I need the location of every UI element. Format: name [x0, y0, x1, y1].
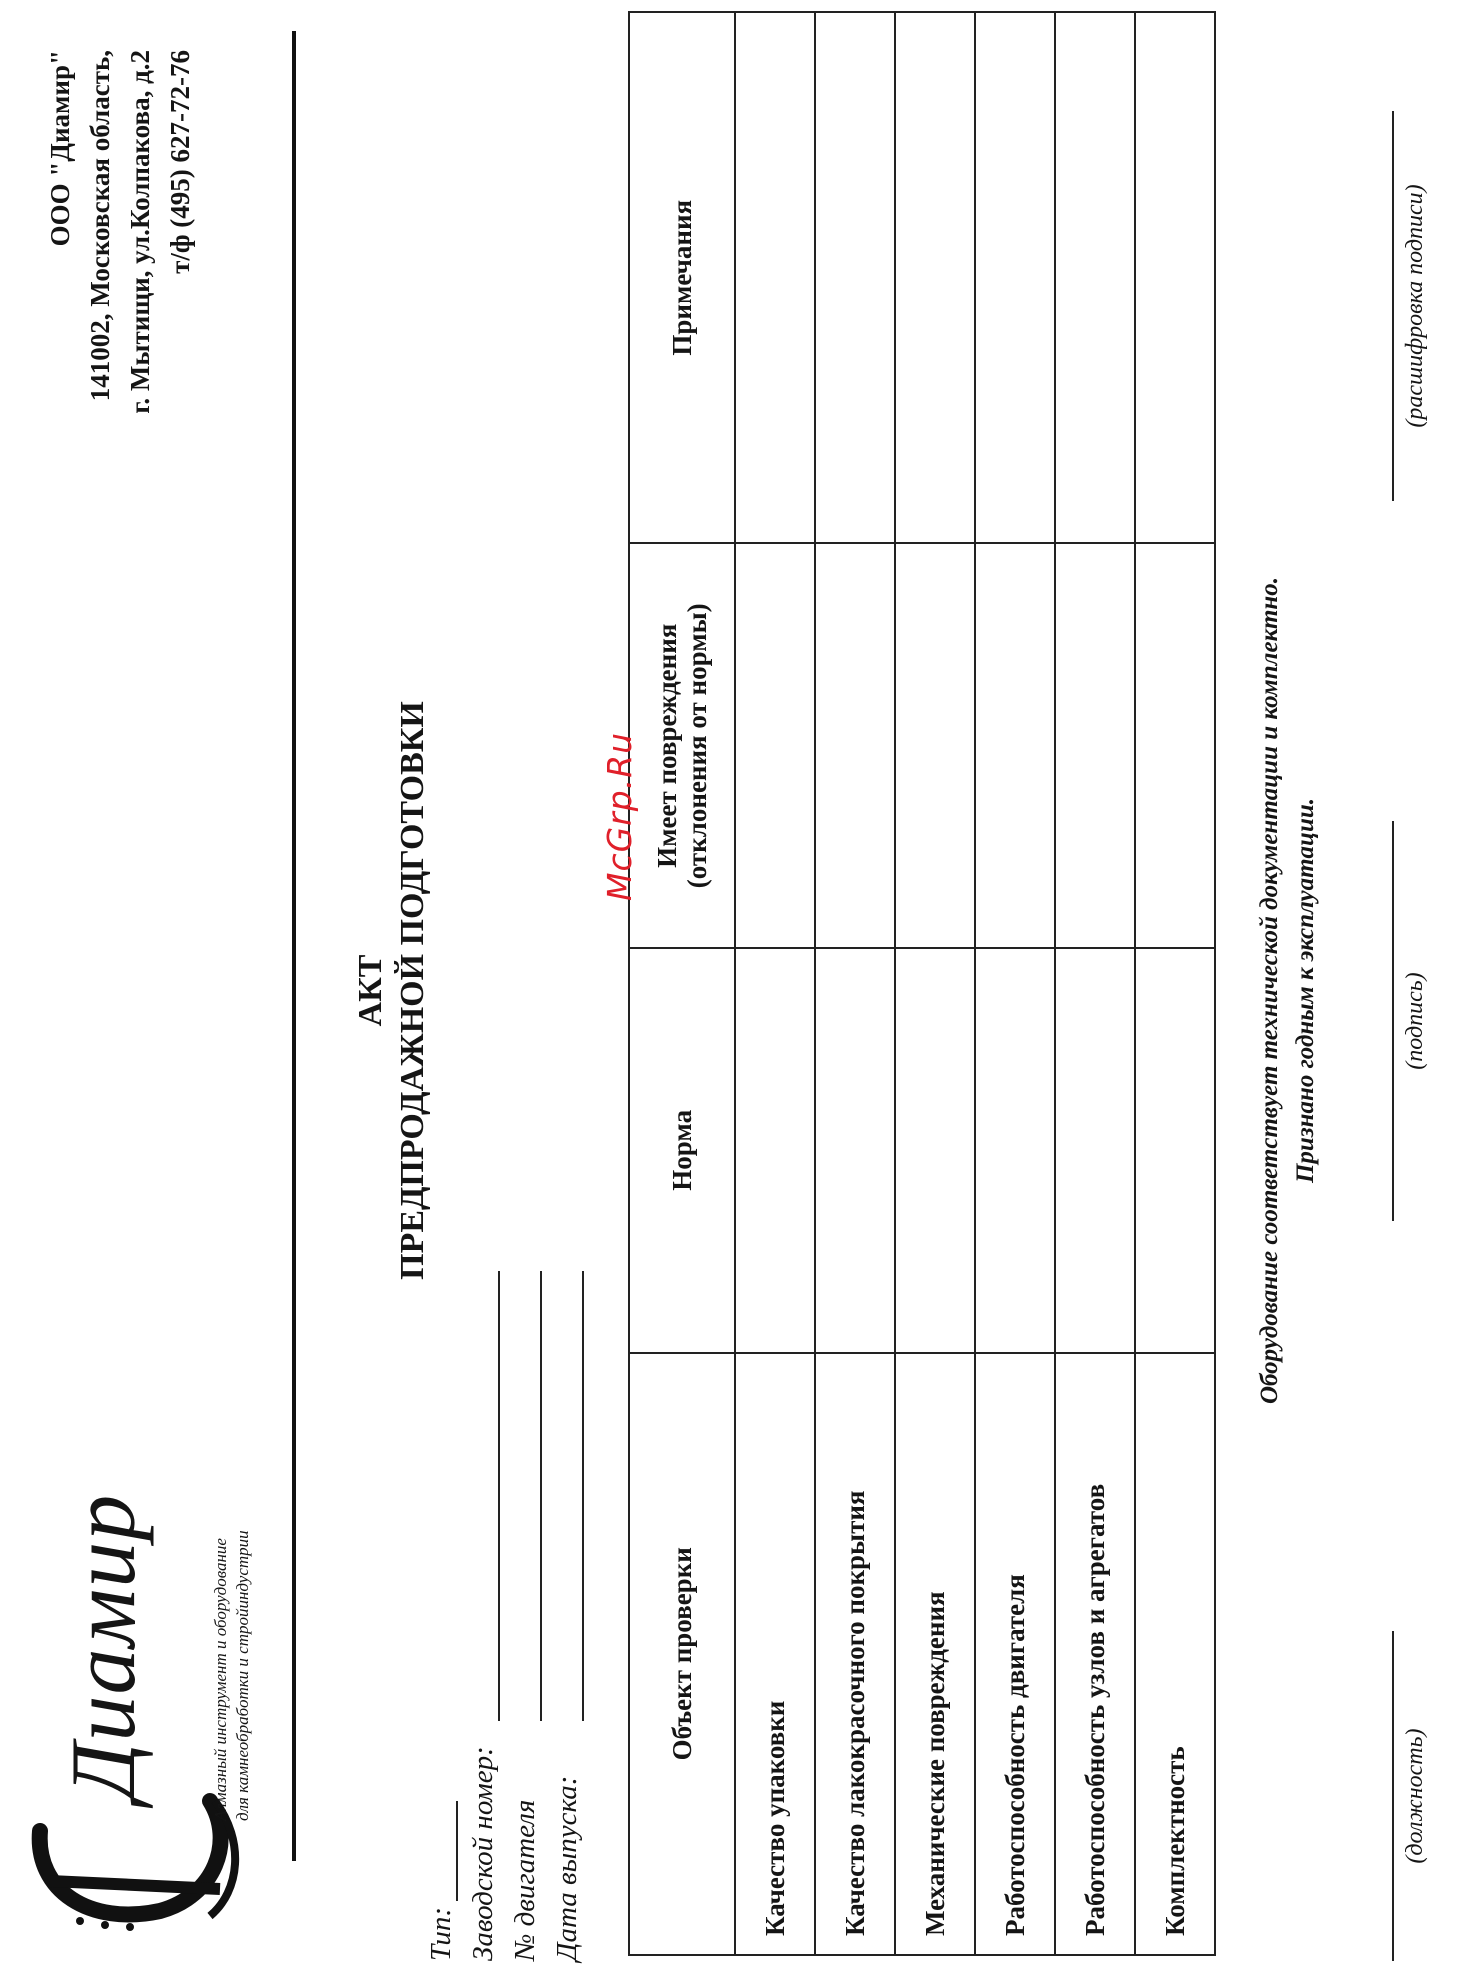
row-notes-cell[interactable] [1135, 12, 1215, 543]
header-divider [292, 31, 296, 1861]
meta-engine [504, 1746, 546, 1961]
row-object: Работоспособность двигателя [975, 1353, 1055, 1955]
row-notes-cell[interactable] [815, 12, 895, 543]
title-line1: АКТ [352, 954, 389, 1027]
row-damage-cell[interactable] [1055, 543, 1135, 948]
header-notes: Примечания [629, 12, 735, 543]
statement-line1: Оборудование соответствует технической документации и комплектно. [1256, 576, 1283, 1405]
header-norm: Норма [629, 948, 735, 1353]
meta-date-label: Дата выпуска: [551, 1775, 583, 1961]
company-logo [10, 1391, 260, 1951]
row-object: Качество лакокрасочного покрытия [815, 1353, 895, 1955]
table-row [735, 12, 815, 1955]
conformity-statement [1252, 0, 1324, 1981]
inspection-table [628, 11, 1216, 1956]
meta-serial-label: Заводской номер: [467, 1746, 499, 1961]
company-address-line1: 141002, Московская область, [85, 50, 115, 402]
meta-date [546, 1746, 588, 1961]
row-notes-cell[interactable] [895, 12, 975, 543]
signature-caption: (подпись) [1402, 972, 1428, 1070]
row-norm-cell[interactable] [1055, 948, 1135, 1353]
row-damage-cell[interactable] [975, 543, 1055, 948]
meta-type-label: Тип: [425, 1906, 457, 1961]
company-address-line2: г. Мытищи, ул.Колпакова, д.2 [125, 50, 155, 414]
signature-line[interactable] [1392, 821, 1394, 1221]
document-title [350, 0, 434, 1981]
row-damage-cell[interactable] [1135, 543, 1215, 948]
header-damage [629, 543, 735, 948]
row-norm-cell[interactable] [815, 948, 895, 1353]
row-norm-cell[interactable] [975, 948, 1055, 1353]
row-notes-cell[interactable] [975, 12, 1055, 543]
company-phone: т/ф (495) 627-72-76 [165, 50, 195, 274]
meta-serial [462, 1746, 504, 1961]
position-signature-line[interactable] [1392, 1631, 1394, 1961]
row-norm-cell[interactable] [735, 948, 815, 1353]
meta-engine-label: № двигателя [509, 1799, 541, 1961]
meta-serial-field[interactable] [498, 1271, 500, 1721]
row-damage-cell[interactable] [815, 543, 895, 948]
logo-wordmark: Диамир [52, 1493, 154, 1801]
table-row [815, 12, 895, 1955]
row-object: Механические повреждения [895, 1353, 975, 1955]
row-object: Работоспособность узлов и агрегатов [1055, 1353, 1135, 1955]
position-caption: (должность) [1402, 1728, 1428, 1864]
row-object: Комплектность [1135, 1353, 1215, 1955]
logo-tagline-line2: для камнеобработки и стройиндустрии [233, 1530, 252, 1821]
row-damage-cell[interactable] [735, 543, 815, 948]
header-damage-line2: (отклонения от нормы) [682, 603, 712, 889]
decode-signature-line[interactable] [1392, 111, 1394, 501]
meta-engine-field[interactable] [540, 1271, 542, 1721]
statement-line2: Признано годным к эксплуатации. [1292, 797, 1319, 1184]
logo-tagline-line1: Алмазный инструмент и оборудование [211, 1538, 230, 1821]
equipment-meta [420, 1746, 588, 1961]
logo-tagline [210, 1530, 254, 1821]
watermark: McGrp.Ru [600, 731, 639, 901]
row-notes-cell[interactable] [1055, 12, 1135, 543]
table-header-row [629, 12, 735, 1955]
company-name: ООО "Диамир" [45, 50, 75, 247]
row-norm-cell[interactable] [895, 948, 975, 1353]
table-row [1135, 12, 1215, 1955]
row-damage-cell[interactable] [895, 543, 975, 948]
company-info [40, 50, 200, 414]
header-damage-line1: Имеет повреждения [652, 623, 682, 868]
row-norm-cell[interactable] [1135, 948, 1215, 1353]
meta-type-field[interactable] [456, 1801, 458, 1901]
decode-caption: (расшифровка подписи) [1402, 184, 1428, 428]
table-row [1055, 12, 1135, 1955]
title-line2: ПРЕДПРОДАЖНОЙ ПОДГОТОВКИ [394, 701, 431, 1280]
table-row [975, 12, 1055, 1955]
meta-type [420, 1746, 462, 1961]
meta-date-field[interactable] [582, 1271, 584, 1721]
table-row [895, 12, 975, 1955]
header-object: Объект проверки [629, 1353, 735, 1955]
row-object: Качество упаковки [735, 1353, 815, 1955]
row-notes-cell[interactable] [735, 12, 815, 543]
